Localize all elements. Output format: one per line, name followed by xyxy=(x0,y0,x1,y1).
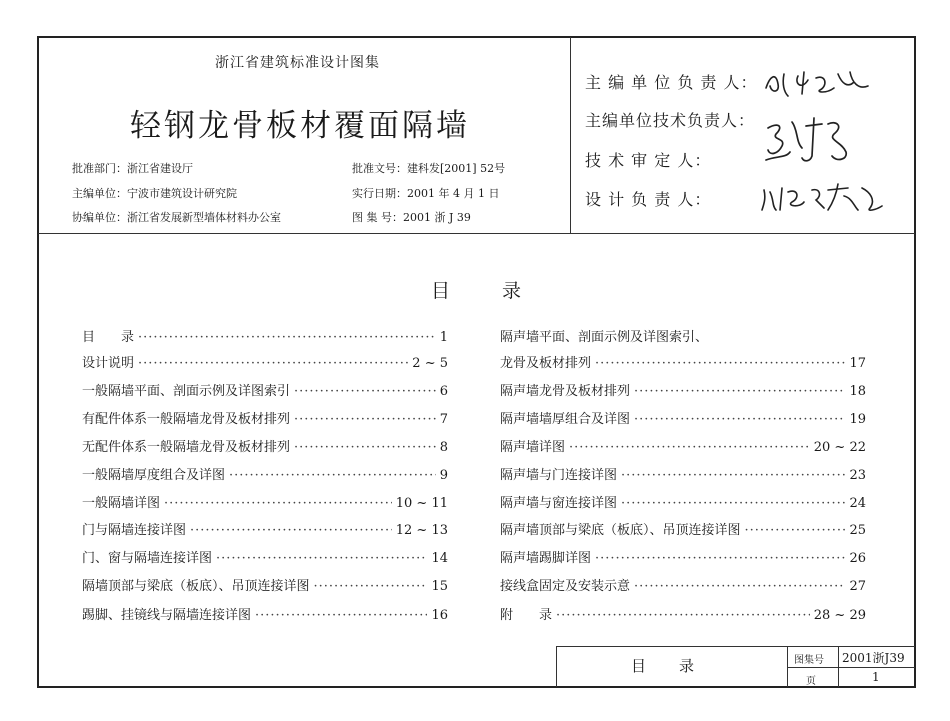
toc-item-title: 隔声墙平面、剖面示例及详图索引、 xyxy=(500,330,709,345)
meta-value: 2001 年 4 月 1 日 xyxy=(407,187,500,200)
meta-effective-date xyxy=(352,185,499,201)
toc-item-title: 隔声墙龙骨及板材排列 xyxy=(500,384,631,399)
toc-item-title: 隔声墙墙厚组合及详图 xyxy=(500,412,631,427)
toc-item[interactable] xyxy=(82,547,448,567)
atlas-number-value: 2001浙J39 xyxy=(842,651,905,665)
leader-dots xyxy=(294,384,436,399)
toc-item[interactable] xyxy=(82,464,448,484)
meta-label: 实行日期： xyxy=(352,187,407,200)
title-block-title: 目 录 xyxy=(631,657,696,675)
meta-approval-no xyxy=(352,160,505,176)
toc-item-title: 踢脚、挂镜线与隔墙连接详图 xyxy=(82,608,252,623)
meta-approval-dept xyxy=(72,160,193,176)
leader-dots xyxy=(138,356,408,371)
toc-item[interactable] xyxy=(82,352,448,372)
handwritten-signature-3 xyxy=(758,180,888,216)
sig-design-leader: 设 计 负 责 人： xyxy=(585,190,712,209)
meta-value: 建科发[2001] 52号 xyxy=(407,162,506,175)
sig-technical-reviewer: 技 术 审 定 人： xyxy=(585,151,712,170)
toc-item[interactable] xyxy=(500,408,866,428)
toc-item-title: 隔声墙踢脚详图 xyxy=(500,551,592,566)
leader-dots xyxy=(569,440,810,455)
title-block-row-divider xyxy=(787,667,915,668)
page-number-value: 1 xyxy=(872,670,880,684)
toc-item-title: 一般隔墙平面、剖面示例及详图索引 xyxy=(82,384,291,399)
header-divider xyxy=(38,233,915,234)
toc-item-page: 10 ~ 11 xyxy=(395,496,448,511)
toc-item[interactable] xyxy=(500,575,866,595)
title-block-top-border xyxy=(556,646,915,647)
toc-item-page: 18 xyxy=(849,384,866,399)
toc-item-page: 16 xyxy=(431,608,448,623)
leader-dots xyxy=(164,496,392,511)
leader-dots xyxy=(634,579,845,594)
toc-item[interactable] xyxy=(500,352,866,372)
toc-item[interactable] xyxy=(82,436,448,456)
toc-item-title: 门、窗与隔墙连接详图 xyxy=(82,551,213,566)
toc-item-page: 8 xyxy=(439,440,448,455)
leader-dots xyxy=(216,551,427,566)
meta-co-unit xyxy=(72,209,281,225)
toc-item[interactable] xyxy=(500,380,866,400)
toc-item-page: 23 xyxy=(849,468,866,483)
toc-item-first-line[interactable] xyxy=(500,326,866,346)
toc-item[interactable] xyxy=(500,492,866,512)
leader-dots xyxy=(255,608,427,623)
toc-item[interactable] xyxy=(82,380,448,400)
meta-value: 2001 浙 J 39 xyxy=(403,211,471,224)
sig-chief-unit-leader: 主 编 单 位 负 责 人： xyxy=(585,73,758,92)
handwritten-signature-2 xyxy=(762,112,872,178)
atlas-series: 浙江省建筑标准设计图集 xyxy=(215,55,380,71)
meta-value: 浙江省发展新型墙体材料办公室 xyxy=(127,211,281,224)
toc-item[interactable] xyxy=(500,464,866,484)
toc-item-title: 隔声墙顶部与梁底（板底）、吊顶连接详图 xyxy=(500,523,741,538)
toc-item-page: 6 xyxy=(439,384,448,399)
toc-item-page: 25 xyxy=(849,523,866,538)
sig-technical-leader: 主编单位技术负责人： xyxy=(585,111,756,130)
toc-item-page: 9 xyxy=(439,468,448,483)
toc-item[interactable] xyxy=(500,436,866,456)
meta-chief-unit xyxy=(72,185,237,201)
meta-label: 协编单位： xyxy=(72,211,127,224)
toc-item-page: 27 xyxy=(849,579,866,594)
toc-item-page: 15 xyxy=(431,579,448,594)
leader-dots xyxy=(229,468,436,483)
toc-heading-left: 目 xyxy=(431,280,451,302)
toc-item-title: 接线盒固定及安装示意 xyxy=(500,579,631,594)
toc-item-title: 门与隔墙连接详图 xyxy=(82,523,187,538)
toc-item-page: 14 xyxy=(431,551,448,566)
toc-item-page: 24 xyxy=(849,496,866,511)
leader-dots xyxy=(745,523,846,538)
toc-item[interactable] xyxy=(82,326,448,346)
toc-item[interactable] xyxy=(500,519,866,539)
page-label: 页 xyxy=(806,676,816,687)
toc-item-title: 龙骨及板材排列 xyxy=(500,356,592,371)
leader-dots xyxy=(621,468,845,483)
leader-dots xyxy=(138,330,436,345)
leader-dots xyxy=(634,412,845,427)
toc-item-title: 设计说明 xyxy=(82,356,135,371)
toc-item[interactable] xyxy=(500,547,866,567)
toc-item[interactable] xyxy=(82,604,448,624)
atlas-number-label: 图集号 xyxy=(794,655,824,666)
leader-dots xyxy=(634,384,845,399)
toc-item-page: 7 xyxy=(439,412,448,427)
toc-item-page: 1 xyxy=(439,330,448,345)
toc-item-page: 12 ~ 13 xyxy=(395,523,448,538)
toc-item[interactable] xyxy=(82,492,448,512)
toc-item-page: 2 ~ 5 xyxy=(412,356,448,371)
toc-item-title: 目 录 xyxy=(82,330,135,345)
leader-dots xyxy=(556,608,810,623)
toc-item-page: 26 xyxy=(849,551,866,566)
signature-divider xyxy=(570,37,571,233)
toc-item-title: 一般隔墙厚度组合及详图 xyxy=(82,468,226,483)
meta-value: 宁波市建筑设计研究院 xyxy=(127,187,237,200)
toc-item-title: 隔声墙与窗连接详图 xyxy=(500,496,618,511)
leader-dots xyxy=(595,551,845,566)
meta-label: 批准部门： xyxy=(72,162,127,175)
title-block-left-border xyxy=(556,646,557,687)
leader-dots xyxy=(314,579,428,594)
leader-dots xyxy=(595,356,845,371)
toc-item[interactable] xyxy=(500,604,866,624)
meta-label: 主编单位： xyxy=(72,187,127,200)
toc-item[interactable] xyxy=(82,519,448,539)
leader-dots xyxy=(621,496,845,511)
meta-label: 批准文号： xyxy=(352,162,407,175)
toc-heading-right: 录 xyxy=(502,280,522,302)
leader-dots xyxy=(190,523,392,538)
meta-label: 图 集 号： xyxy=(352,211,403,224)
handwritten-signature-1 xyxy=(758,62,888,102)
toc-item-title: 隔声墙详图 xyxy=(500,440,566,455)
leader-dots xyxy=(294,412,436,427)
leader-dots xyxy=(294,440,436,455)
toc-item-page: 17 xyxy=(849,356,866,371)
toc-item-page: 19 xyxy=(849,412,866,427)
toc-item-title: 有配件体系一般隔墙龙骨及板材排列 xyxy=(82,412,291,427)
toc-item-title: 一般隔墙详图 xyxy=(82,496,161,511)
toc-item-page: 20 ~ 22 xyxy=(813,440,866,455)
toc-item-title: 无配件体系一般隔墙龙骨及板材排列 xyxy=(82,440,291,455)
toc-item[interactable] xyxy=(82,575,448,595)
toc-item-page: 28 ~ 29 xyxy=(813,608,866,623)
toc-item-title: 隔墙顶部与梁底（板底）、吊顶连接详图 xyxy=(82,579,310,594)
meta-value: 浙江省建设厅 xyxy=(127,162,193,175)
toc-item-title: 附 录 xyxy=(500,608,553,623)
page-title: 轻钢龙骨板材覆面隔墙 xyxy=(130,108,470,144)
meta-atlas-no xyxy=(352,209,471,225)
toc-item[interactable] xyxy=(82,408,448,428)
toc-item-title: 隔声墙与门连接详图 xyxy=(500,468,618,483)
